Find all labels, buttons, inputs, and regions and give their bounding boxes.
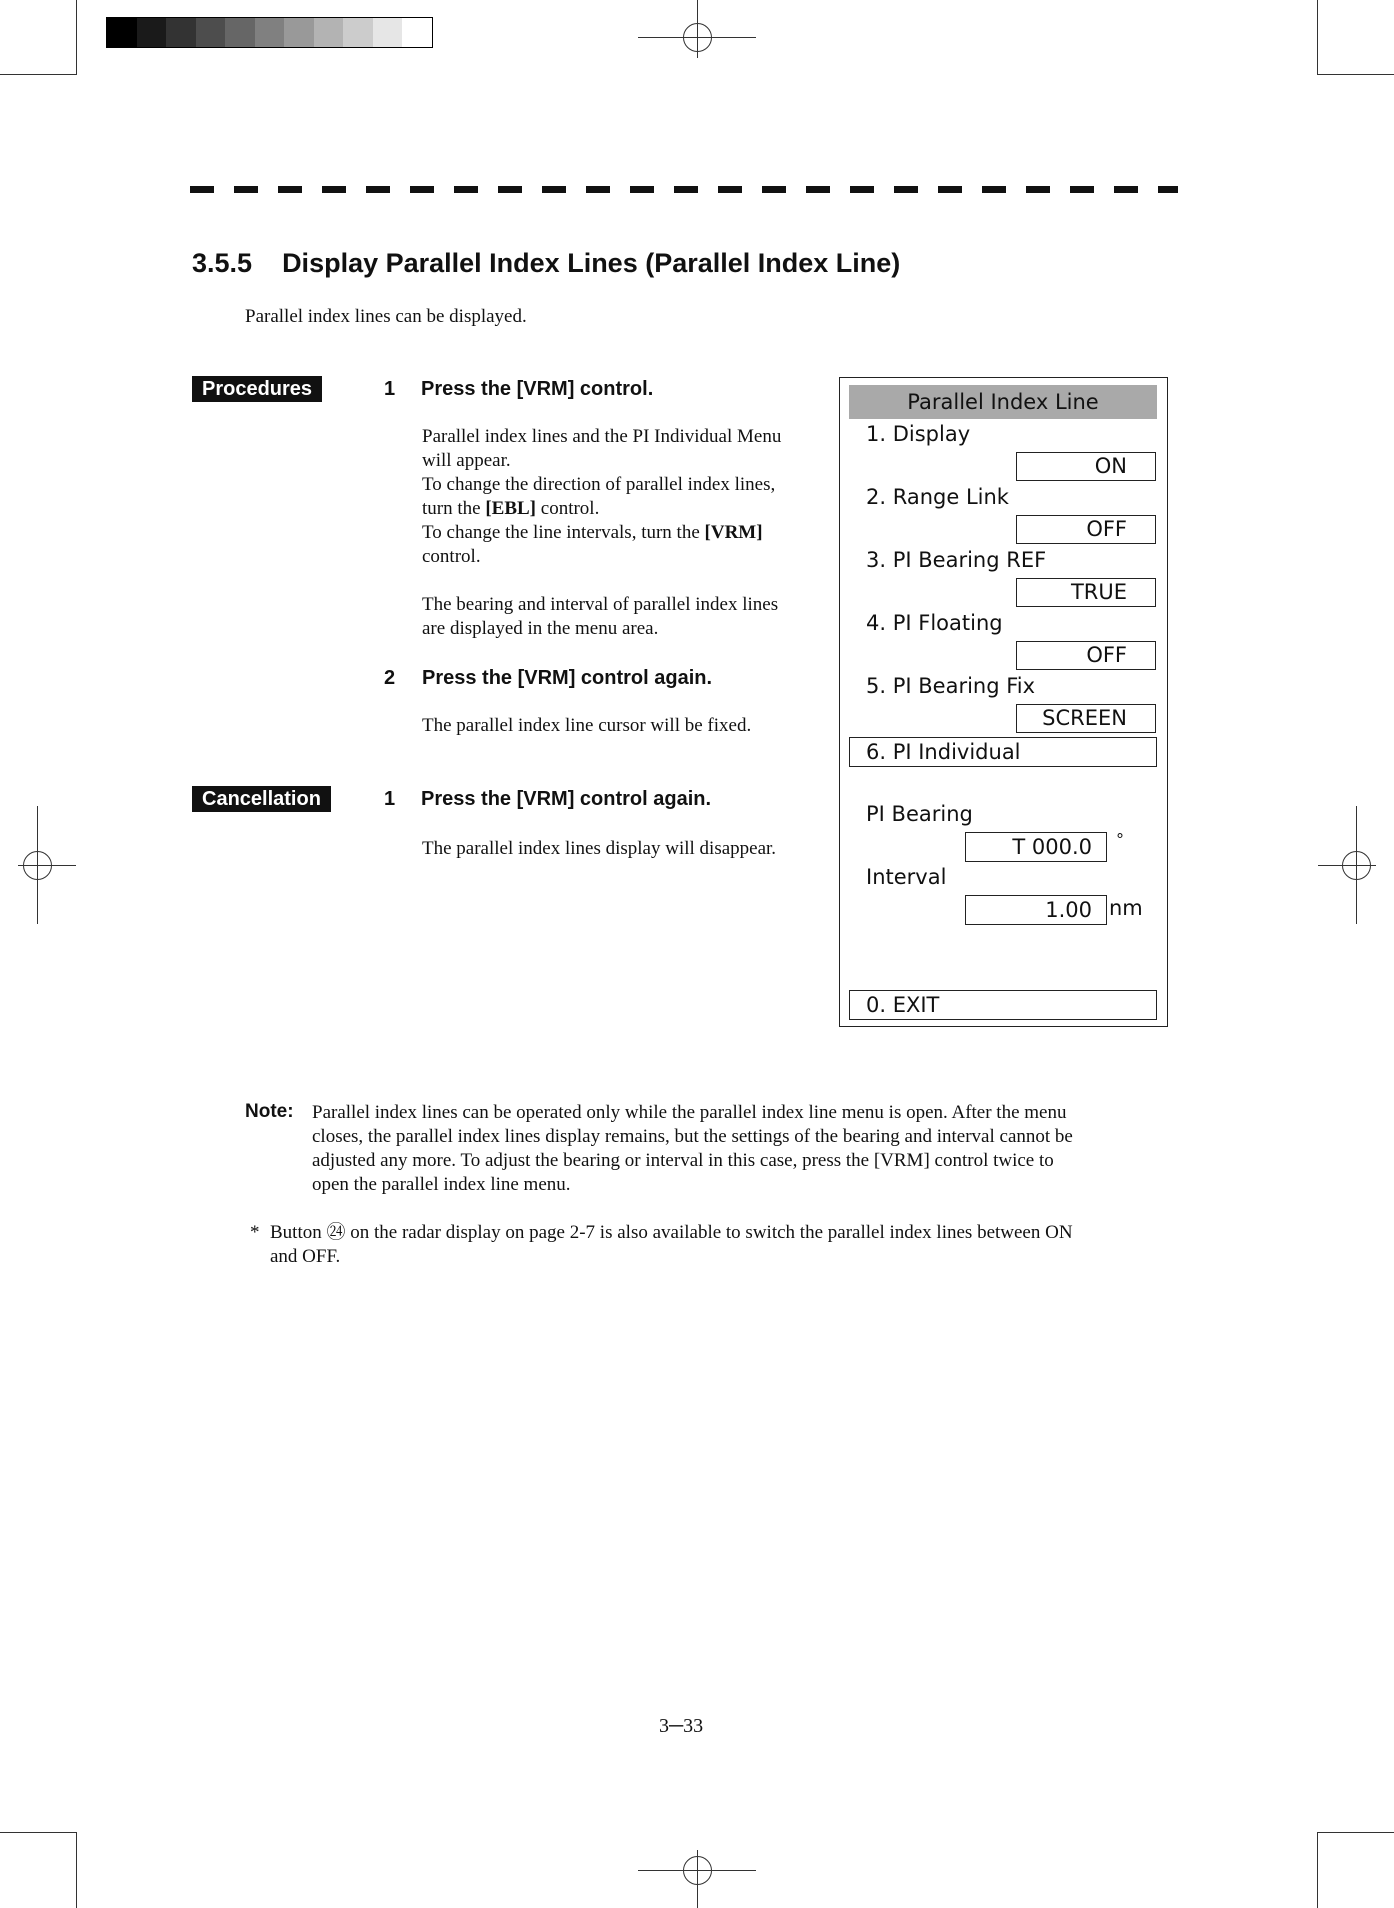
menu-item-pi-bearing-ref[interactable]: 3. PI Bearing REF (866, 548, 1047, 572)
pi-floating-value[interactable]: OFF (1016, 641, 1156, 670)
vrm-key: [VRM] (704, 522, 763, 543)
step-1-line: turn the [EBL] control. (422, 498, 600, 519)
step-1-number: 1 (384, 378, 396, 400)
procedures-tag: Procedures (192, 376, 322, 402)
step-1-line: Parallel index lines and the PI Individual Menu (422, 426, 782, 447)
note-text (312, 1101, 1192, 1197)
menu-item-display[interactable]: 1. Display (866, 422, 971, 446)
step-1-description (422, 425, 822, 641)
dashed-header-rule (190, 186, 1178, 193)
note-line: Parallel index lines can be operated only while the parallel index line menu is open. After the menu (312, 1102, 1067, 1123)
section-heading (192, 248, 900, 279)
step-1-title: Press the [VRM] control. (421, 378, 654, 400)
footnote-star: * (250, 1222, 260, 1243)
pi-bearing-field[interactable]: T 000.0 (965, 832, 1107, 862)
ebl-key: [EBL] (485, 498, 537, 519)
cancel-step-1-description: The parallel index lines display will disappear. (422, 838, 777, 859)
step-1-line: are displayed in the menu area. (422, 618, 659, 639)
step-1-line: To change the line intervals, turn the [VRM] (422, 522, 763, 543)
footnote-text (270, 1221, 1190, 1269)
page-number: 3─33 (659, 1715, 704, 1737)
note-line: adjusted any more. To adjust the bearing or interval in this case, press the [VRM] control twice to (312, 1150, 1054, 1171)
display-value[interactable]: ON (1016, 452, 1156, 481)
step-1-line: control. (422, 546, 481, 567)
menu-item-pi-individual[interactable]: 6. PI Individual (849, 737, 1157, 767)
step-2-title: Press the [VRM] control again. (422, 667, 713, 689)
note-line: closes, the parallel index lines display remains, but the settings of the bearing and interval cannot be (312, 1126, 1073, 1147)
button-24-symbol: ㉔ (326, 1222, 346, 1243)
pi-bearing-label: PI Bearing (866, 802, 973, 826)
interval-field[interactable]: 1.00 (965, 895, 1107, 925)
menu-item-pi-bearing-fix[interactable]: 5. PI Bearing Fix (866, 674, 1036, 698)
range-link-value[interactable]: OFF (1016, 515, 1156, 544)
section-number: 3.5.5 (192, 248, 253, 278)
cancel-step-1-title: Press the [VRM] control again. (421, 788, 712, 810)
step-1-line: will appear. (422, 450, 511, 471)
menu-item-pi-floating[interactable]: 4. PI Floating (866, 611, 1003, 635)
pi-bearing-fix-value[interactable]: SCREEN (1016, 704, 1156, 733)
menu-item-range-link[interactable]: 2. Range Link (866, 485, 1009, 509)
step-1-line: The bearing and interval of parallel index lines (422, 594, 779, 615)
section-title: Display Parallel Index Lines (Parallel Index Line) (282, 248, 901, 278)
note-line: open the parallel index line menu. (312, 1174, 571, 1195)
section-intro: Parallel index lines can be displayed. (245, 306, 527, 327)
menu-title: Parallel Index Line (849, 385, 1157, 419)
menu-item-exit[interactable]: 0. EXIT (849, 990, 1157, 1020)
degree-unit: ° (1116, 830, 1124, 849)
pi-bearing-ref-value[interactable]: TRUE (1016, 578, 1156, 607)
parallel-index-line-menu (839, 377, 1168, 1027)
note-label: Note: (245, 1101, 294, 1122)
cancel-step-1-number: 1 (384, 788, 396, 810)
footnote-line: and OFF. (270, 1246, 341, 1267)
grayscale-calibration-strip (106, 17, 433, 48)
step-2-description: The parallel index line cursor will be fixed. (422, 715, 752, 736)
interval-label: Interval (866, 865, 947, 889)
cancellation-tag: Cancellation (192, 786, 331, 812)
footnote-line: Button ㉔ on the radar display on page 2-7 is also available to switch the parallel index lines between ON (270, 1222, 1073, 1243)
step-2-number: 2 (384, 667, 396, 689)
nm-unit: nm (1109, 896, 1143, 920)
step-1-line: To change the direction of parallel index lines, (422, 474, 776, 495)
